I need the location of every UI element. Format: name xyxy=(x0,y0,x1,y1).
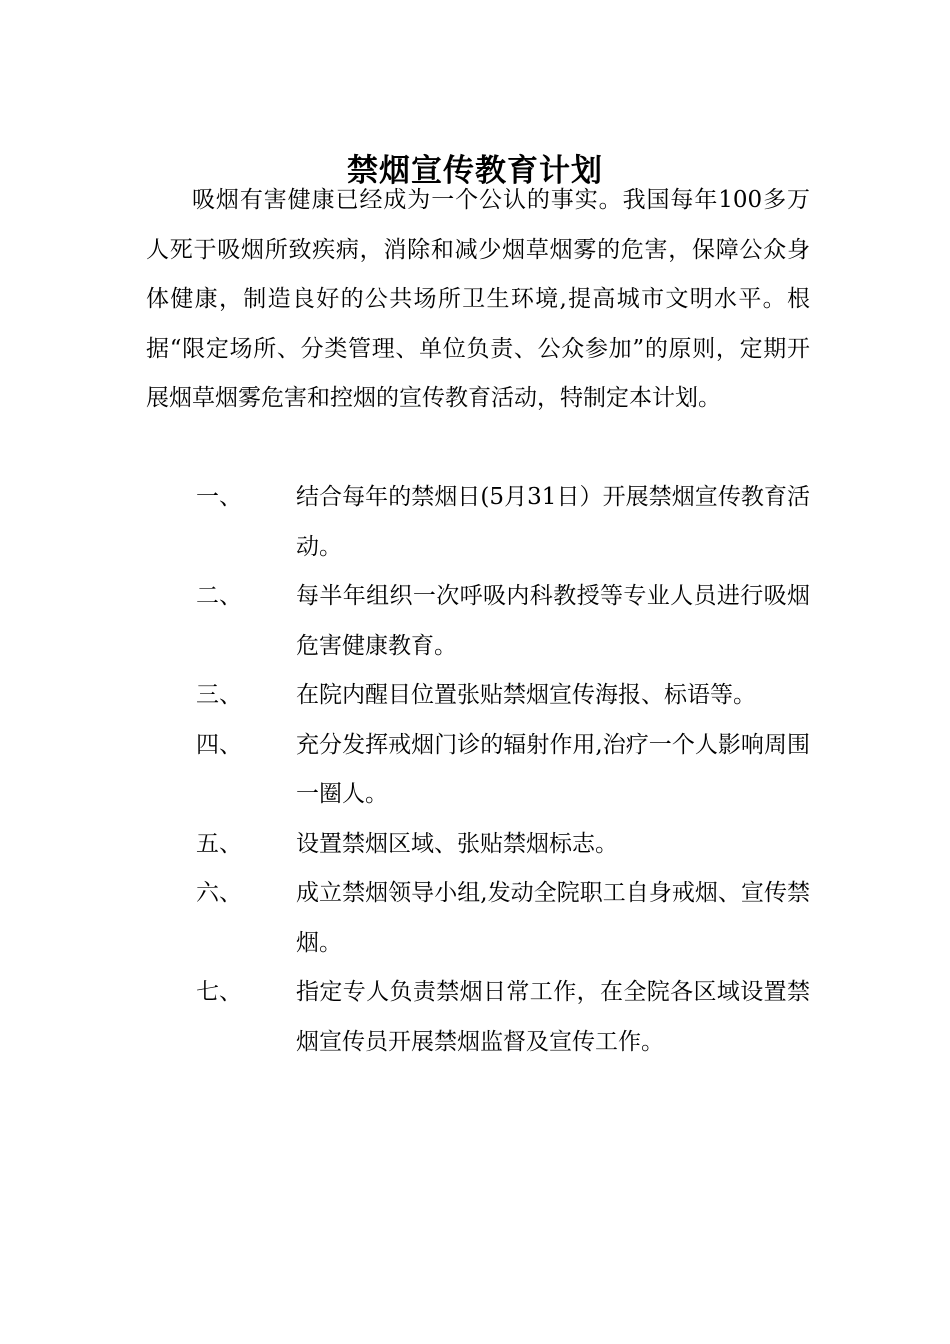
list-item-text: 每半年组织一次呼吸内科教授等专业人员进行吸烟危害健康教育。 xyxy=(296,583,810,659)
list-item xyxy=(0,968,950,1067)
list-item-text: 设置禁烟区域、张贴禁烟标志。 xyxy=(296,830,618,857)
list-item-text: 充分发挥戒烟门诊的辐射作用,治疗一个人影响周围一圈人。 xyxy=(296,731,810,807)
list-item xyxy=(0,572,950,671)
list-item-text: 结合每年的禁烟日(5月31日）开展禁烟宣传教育活动。 xyxy=(296,484,810,560)
list-item-text: 成立禁烟领导小组,发动全院职工自身戒烟、宣传禁烟。 xyxy=(296,880,810,956)
list-item-number: 一、 xyxy=(196,484,242,510)
list-item xyxy=(0,473,950,572)
list-item-text: 在院内醒目位置张贴禁烟宣传海报、标语等。 xyxy=(296,682,756,708)
list-item xyxy=(0,869,950,968)
intro-paragraph: 吸烟有害健康已经成为一个公认的事实。我国每年100多万人死于吸烟所致疾病，消除和减少烟草烟雾的危害，保障公众身体健康，制造良好的公共场所卫生环境,提高城市文明水平。根据“限定场所、分类管理、单位负责、公众参加”的原则，定期开展烟草烟雾危害和控烟的宣传教育活动，特制定本计划。 xyxy=(146,187,810,411)
plan-list xyxy=(0,473,950,1067)
list-item-number: 七、 xyxy=(196,979,242,1005)
list-item-number: 二、 xyxy=(196,583,242,609)
list-item-number: 四、 xyxy=(196,731,242,758)
list-item xyxy=(0,671,950,721)
list-item-number: 三、 xyxy=(196,682,242,708)
list-item xyxy=(0,820,950,870)
document-title: 禁烟宣传教育计划 xyxy=(347,152,603,189)
list-item-number: 五、 xyxy=(196,830,242,857)
list-item-number: 六、 xyxy=(196,880,242,906)
list-item xyxy=(0,721,950,820)
list-item-text: 指定专人负责禁烟日常工作，在全院各区域设置禁烟宣传员开展禁烟监督及宣传工作。 xyxy=(296,979,810,1055)
